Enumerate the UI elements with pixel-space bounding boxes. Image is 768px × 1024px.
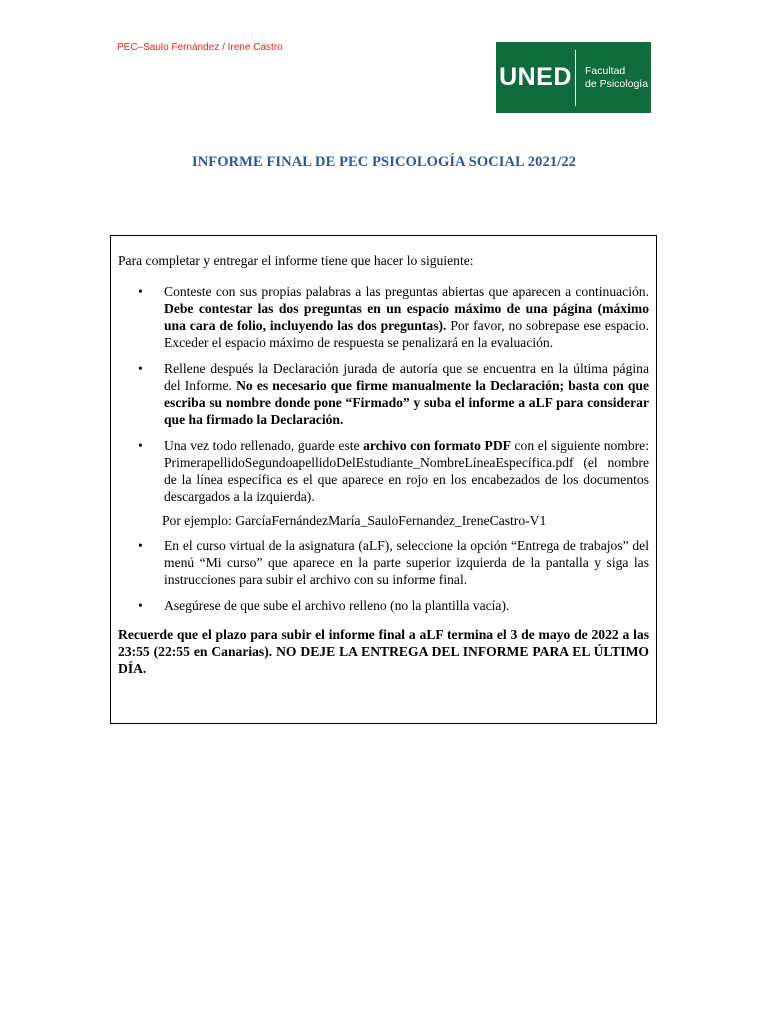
list-item bbox=[118, 437, 649, 505]
logo-faculty-line2: de Psicología bbox=[585, 77, 649, 90]
instructions-intro: Para completar y entregar el informe tiene que hacer lo siguiente: bbox=[118, 253, 474, 268]
filename-example: Por ejemplo: GarcíaFernándezMaría_SauloFernandez_IreneCastro-V1 bbox=[162, 513, 547, 528]
deadline-warning: Recuerde que el plazo para subir el informe final a aLF termina el 3 de mayo de 2022 a las 23:55 (22:55 en Canarias). NO DEJE LA ENTREGA DEL INFORME PARA EL ÚLTIMO DÍA. bbox=[118, 627, 649, 676]
header-note: PEC–Saulo Fernández / Irene Castro bbox=[117, 42, 283, 53]
instructions-box bbox=[110, 235, 657, 724]
item-bold-text: Debe contestar las dos preguntas en un espacio máximo de una página (máximo una cara de folio, incluyendo las dos preguntas). bbox=[164, 301, 649, 333]
bullet-icon: • bbox=[138, 538, 143, 553]
logo-faculty-line1: Facultad bbox=[585, 64, 626, 77]
item-bold-text: No es necesario que firme manualmente la Declaración; basta con que escriba su nombre donde pone “Firmado” y suba el informe a aLF para considerar que ha firmado la Declaración. bbox=[164, 378, 649, 427]
instructions-list bbox=[118, 283, 649, 505]
document-title: INFORME FINAL DE PEC PSICOLOGÍA SOCIAL 2021/22 bbox=[191, 154, 577, 170]
list-item bbox=[118, 283, 649, 351]
list-item bbox=[118, 537, 649, 588]
item-text: Una vez todo rellenado, guarde este bbox=[164, 438, 364, 453]
item-bold-text: archivo con formato PDF bbox=[363, 438, 511, 453]
item-text: Rellene después la Declaración jurada de autoría que se encuentra en la última página del Informe. bbox=[164, 361, 649, 393]
uned-logo bbox=[496, 42, 651, 113]
item-text: Asegúrese de que sube el archivo relleno (no la plantilla vacía). bbox=[164, 598, 510, 613]
item-text: En el curso virtual de la asignatura (aLF), seleccione la opción “Entrega de trabajos” del menú “Mi curso” que aparece en la parte superior izquierda de la pantalla y siga las instrucciones para subir el archivo con su informe final. bbox=[164, 538, 649, 587]
list-item bbox=[118, 597, 649, 614]
bullet-icon: • bbox=[138, 438, 143, 453]
item-text: Por favor, no sobrepase ese espacio. Exceder el espacio máximo de respuesta se penalizará en la evaluación. bbox=[164, 318, 649, 350]
item-text: con el siguiente nombre: PrimerapellidoSegundoapellidoDelEstudiante_NombreLíneaEspecífica.pdf (el nombre de la línea específica es el que aparece en rojo en los encabezados de los documentos descargados a la izquierda). bbox=[164, 438, 649, 504]
bullet-icon: • bbox=[138, 284, 143, 299]
bullet-icon: • bbox=[138, 361, 143, 376]
item-text: Conteste con sus propias palabras a las preguntas abiertas que aparecen a continuación. bbox=[164, 284, 649, 299]
logo-faculty bbox=[576, 65, 648, 91]
list-item bbox=[118, 360, 649, 428]
logo-wordmark: UNED bbox=[499, 63, 572, 91]
instructions-list-continued bbox=[118, 537, 649, 614]
bullet-icon: • bbox=[138, 598, 143, 613]
